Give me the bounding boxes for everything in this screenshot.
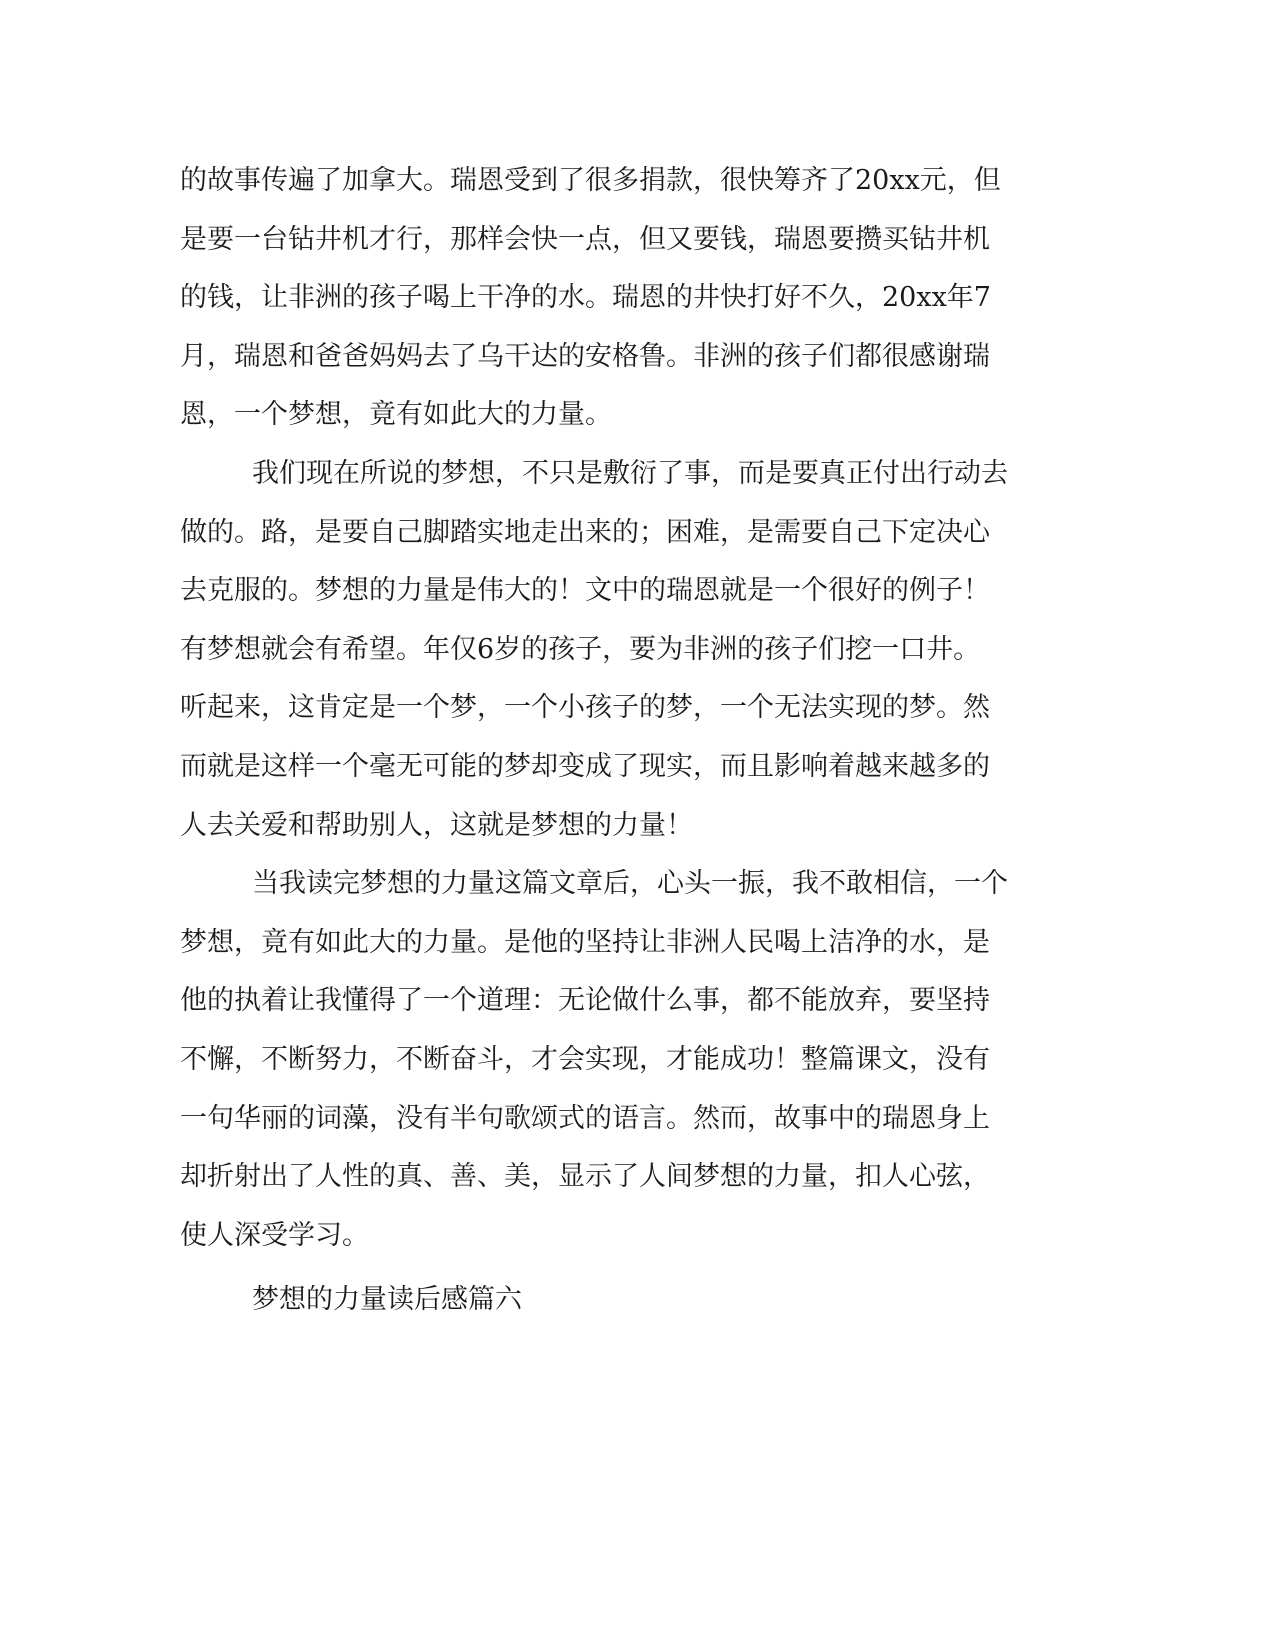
text-line: 有梦想就会有希望。年仅6岁的孩子，要为非洲的孩子们挖一口井。 <box>180 633 981 665</box>
text-line: 的故事传遍了加拿大。瑞恩受到了很多捐款，很快筹齐了20xx元，但 <box>180 165 1001 196</box>
paragraph-first-line: 我们现在所说的梦想，不只是敷衍了事，而是要真正付出行动去 <box>252 457 1008 489</box>
text-line: 梦想，竟有如此大的力量。是他的坚持让非洲人民喝上洁净的水，是 <box>180 926 990 958</box>
document-body <box>180 152 1040 1330</box>
text-line: 人去关爱和帮助别人，这就是梦想的力量！ <box>180 809 693 841</box>
text-line: 的钱，让非洲的孩子喝上干净的水。瑞恩的井快打好不久，20xx年7 <box>180 282 991 314</box>
text-line: 是要一台钻井机才行，那样会快一点，但又要钱，瑞恩要攒买钻井机 <box>180 223 990 255</box>
text-line: 去克服的。梦想的力量是伟大的！文中的瑞恩就是一个很好的例子！ <box>180 575 990 607</box>
section-heading: 梦想的力量读后感篇六 <box>252 1284 522 1316</box>
text-line: 却折射出了人性的真、善、美，显示了人间梦想的力量，扣人心弦， <box>180 1161 990 1193</box>
text-line: 恩，一个梦想，竟有如此大的力量。 <box>180 399 612 431</box>
text-line: 不懈，不断努力，不断奋斗，才会实现，才能成功！整篇课文，没有 <box>180 1043 990 1075</box>
text-line: 一句华丽的词藻，没有半句歌颂式的语言。然而，故事中的瑞恩身上 <box>180 1102 990 1134</box>
text-line: 月，瑞恩和爸爸妈妈去了乌干达的安格鲁。非洲的孩子们都很感谢瑞 <box>180 340 990 372</box>
text-line: 而就是这样一个毫无可能的梦却变成了现实，而且影响着越来越多的 <box>180 750 990 782</box>
text-line: 听起来，这肯定是一个梦，一个小孩子的梦，一个无法实现的梦。然 <box>180 692 990 724</box>
paragraph-first-line: 当我读完梦想的力量这篇文章后，心头一振，我不敢相信，一个 <box>252 868 1008 900</box>
text-line: 他的执着让我懂得了一个道理：无论做什么事，都不能放弃，要坚持 <box>180 985 990 1017</box>
text-line: 使人深受学习。 <box>180 1219 369 1251</box>
text-line: 做的。路，是要自己脚踏实地走出来的；困难，是需要自己下定决心 <box>180 516 990 548</box>
